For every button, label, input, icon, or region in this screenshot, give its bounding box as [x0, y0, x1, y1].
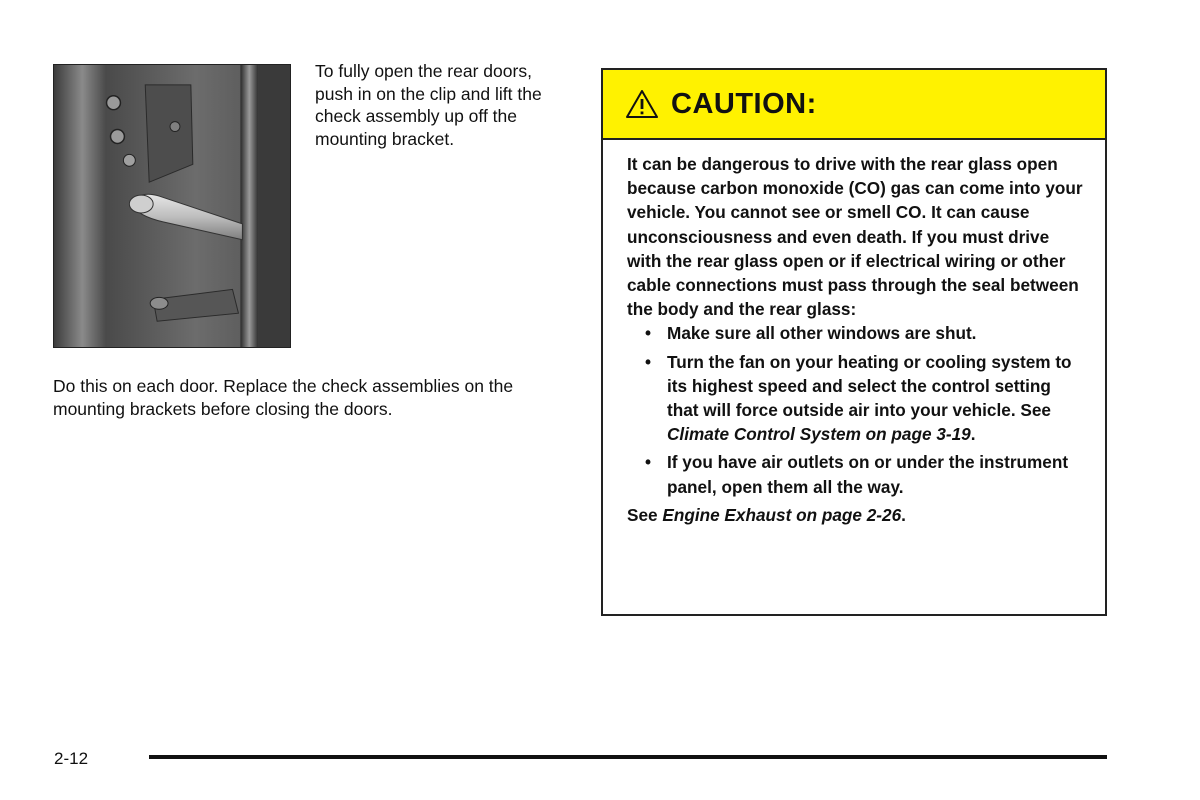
see-reference	[627, 503, 1083, 527]
list-item	[627, 321, 1083, 345]
bullet-text: Turn the fan on your heating or cooling system to its highest speed and select the control setting that will force outside air into your vehicle. See	[667, 351, 1072, 421]
body-paragraph: Do this on each door. Replace the check assemblies on the mounting brackets before closing the doors.	[53, 376, 514, 419]
warning-triangle-icon	[625, 89, 659, 119]
photo-caption: To fully open the rear doors, push in on the clip and lift the check assembly up off the mounting bracket.	[315, 61, 542, 149]
bullet-icon: •	[645, 452, 652, 473]
bullet-text: Make sure all other windows are shut.	[667, 323, 977, 344]
see-suffix: .	[901, 504, 906, 525]
footer-rule	[149, 755, 1107, 759]
caution-body	[603, 140, 1105, 527]
caution-box	[601, 68, 1107, 616]
list-item	[627, 350, 1083, 447]
caution-header	[603, 70, 1105, 140]
cross-reference-link[interactable]: Engine Exhaust on page 2-26	[662, 504, 902, 525]
bullet-suffix: .	[970, 424, 976, 445]
page-number: 2-12	[54, 749, 89, 768]
photo-illustration	[54, 65, 290, 347]
caution-intro: It can be dangerous to drive with the rear glass open because carbon monoxide (CO) gas can come into your vehicle. You cannot see or smell CO. It can cause unconsciousness and even death. If you must drive with the rear glass open or if electrical wiring or other cable connections must pass through the seal between the body and the rear glass:	[627, 154, 1083, 320]
list-item	[627, 450, 1083, 498]
bullet-text: If you have air outlets on or under the instrument panel, open them all the way.	[667, 452, 1069, 497]
door-check-assembly-photo	[53, 64, 291, 348]
bullet-icon: •	[645, 351, 652, 372]
cross-reference-link[interactable]: Climate Control System on page 3-19	[667, 424, 971, 445]
see-prefix: See	[627, 504, 663, 525]
caution-bullet-list	[627, 321, 1083, 498]
caution-title: CAUTION:	[671, 87, 817, 120]
bullet-icon: •	[645, 323, 652, 344]
